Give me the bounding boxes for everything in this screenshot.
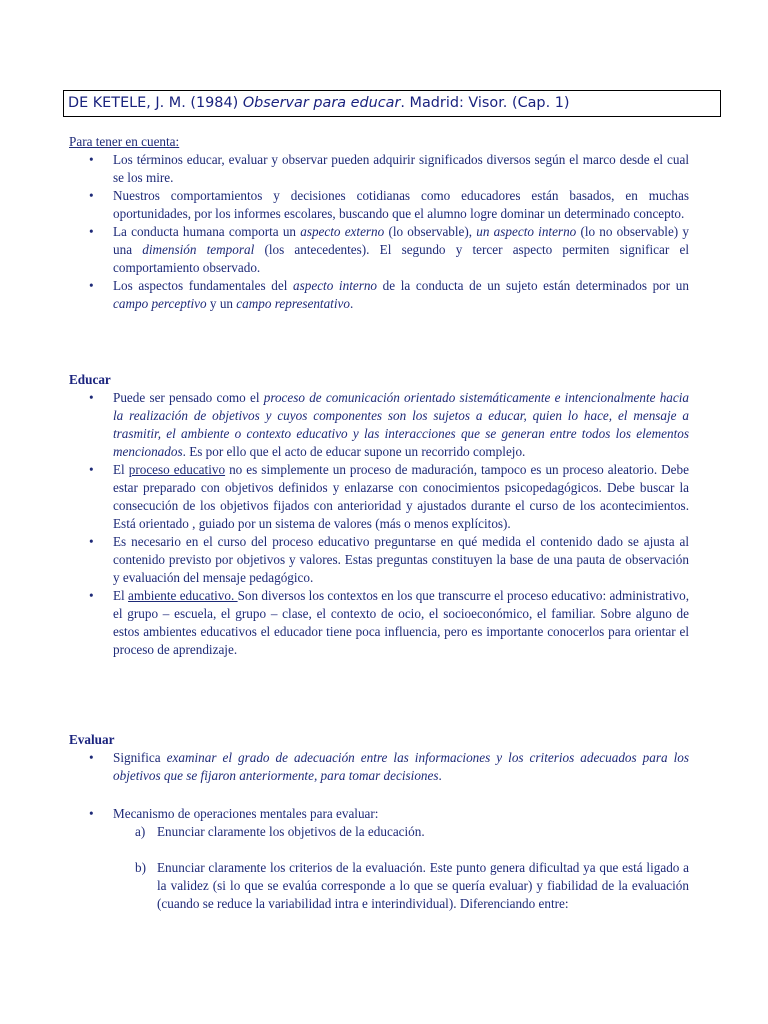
step-item [113,859,689,913]
list-item-text: (lo no observable) y una [113,224,689,257]
citation-book-title: Observar para educar [242,95,401,111]
list-item-text: proceso de comunicación orientado sistemáticamente e intencionalmente hacia la realización de objetivos y cuyos componentes son los sujetos a educar, quien lo hace, el mensaje a trasmitir, el ambiente o contexto educativo y las interacciones que se generan entre todos los elementos mencionados [113,390,689,459]
list-item [69,187,689,223]
list-item [69,533,689,587]
list-item-text: de la conducta de un sujeto están determinados por un [377,278,689,293]
list-item-text: Puede ser pensado como el [113,390,264,405]
list-item-text: examinar el grado de adecuación entre las informaciones y los criterios adecuados para los objetivos que se fijaron anteriormente, para tomar decisiones [113,750,689,783]
evaluar-steps-b [113,859,689,913]
list-item [69,805,689,823]
bullet-icon: • [89,152,94,167]
list-item-text: Los aspectos fundamentales del [113,278,294,293]
evaluar-steps-a [113,823,689,841]
citation-publisher: . Madrid: Visor. (Cap. 1) [400,95,570,111]
list-item [69,151,689,187]
evaluar-list-mechanism [69,805,689,823]
list-item-text: Los términos educar, evaluar y observar pueden adquirir significados diversos según el marco desde el cual se los mire. [113,152,689,185]
bullet-icon: • [89,224,94,239]
educar-heading: Educar [69,372,111,387]
list-item-text: Son diversos los contextos en los que transcurre el proceso educativo: administrativo, el grupo – escuela, el grupo – clase, el contexto de ocio, el socioeconómico, el familiar. Sobre alguno de estos ambientes educativos el educador tiene poca influencia, pero es importante conocerlos para orientar el proceso de aprendizaje. [113,588,689,657]
step-marker: b) [135,860,146,875]
list-item-text: . [349,296,354,311]
list-item-text: Mecanismo de operaciones mentales para evaluar: [113,806,379,821]
bullet-icon: • [89,390,94,405]
step-marker: a) [135,824,146,839]
step-text: Enunciar claramente los objetivos de la educación. [157,824,425,839]
bullet-icon: • [89,806,94,821]
step-text: Enunciar claramente los criterios de la evaluación. Este punto genera dificultad ya que está ligado a la validez (si lo que se evalúa corresponde a lo que se quería evaluar) y fiabilidad de la evaluación (cuando se reduce la variabilidad intra e interindividual). Diferenciando entre: [157,860,689,911]
list-item-text: campo representativo [236,296,350,311]
list-item [69,223,689,277]
educar-list [69,389,689,659]
list-item [69,749,689,785]
list-item-text: no es simplemente un proceso de maduración, tampoco es un proceso aleatorio. Debe estar preparado con objetivos definidos y enlazarse con conocimientos psicopedagógicos. Debe buscar la consecución de los objetivos fijados con anterioridad y ajustados durante el curso de los acontecimientos. Está orientado , guiado por un sistema de valores (más o menos explícitos). [113,462,689,531]
list-item-text: aspecto interno [293,278,378,293]
intro-list [69,151,689,313]
bullet-icon: • [89,534,94,549]
list-item [69,587,689,659]
list-item-text: y un [206,296,237,311]
list-item-text: El [113,462,129,477]
list-item-text: Nuestros comportamientos y decisiones cotidianas como educadores están basados, en muchas oportunidades, por los informes escolares, buscando que el alumno logre dominar un determinado concepto. [113,188,689,221]
bullet-icon: • [89,462,94,477]
bullet-icon: • [89,750,94,765]
citation-author: DE KETELE, J. M. (1984) [68,95,243,111]
list-item-text: (los antecedentes). El segundo y tercer aspecto permiten significar el comportamiento observado. [113,242,689,275]
list-item-text: La conducta humana comporta un [113,224,301,239]
list-item-text: campo perceptivo [113,296,207,311]
bullet-icon: • [89,188,94,203]
intro-heading: Para tener en cuenta: [69,134,180,149]
list-item [69,461,689,533]
list-item-text: El [113,588,129,603]
bullet-icon: • [89,588,94,603]
list-item-text: proceso educativo [128,462,226,477]
step-item [113,823,689,841]
citation-header [63,90,721,117]
bullet-icon: • [89,278,94,293]
list-item-text: . [438,768,442,783]
list-item-text: aspecto externo [300,224,385,239]
list-item-text: dimensión temporal [142,242,255,257]
list-item-text: . Es por ello que el acto de educar supone un recorrido complejo. [182,444,526,459]
list-item-text: un aspecto interno [476,224,577,239]
list-item [69,277,689,313]
list-item [69,389,689,461]
list-item-text: Es necesario en el curso del proceso educativo preguntarse en qué medida el contenido dado se ajusta al contenido previsto por objetivos y valores. Estas preguntas constituyen la base de una pauta de observación y evaluación del mensaje pedagógico. [113,534,689,585]
list-item-text: (lo observable), [384,224,477,239]
list-item-text: ambiente educativo. [128,588,238,603]
evaluar-list [69,749,689,785]
list-item-text: Significa [113,750,167,765]
evaluar-heading: Evaluar [69,732,115,747]
